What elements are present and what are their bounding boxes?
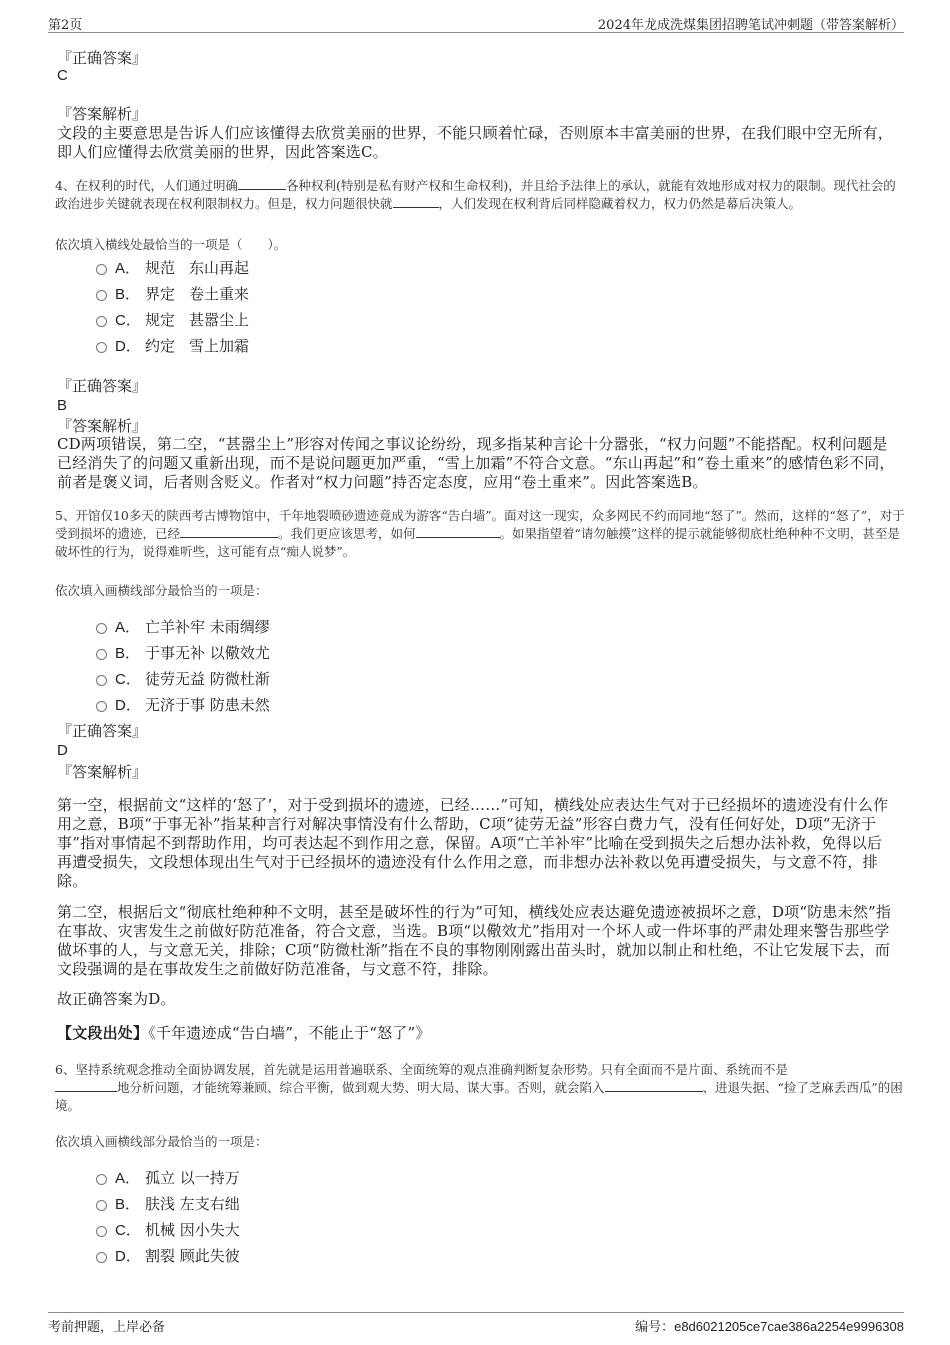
q6-option-c[interactable]: C． 机械 因小失大 (96, 1220, 240, 1242)
q6-option-d[interactable]: D． 割裂 顾此失彼 (96, 1246, 240, 1268)
q4-option-c[interactable]: C． 规定 甚嚣尘上 (96, 310, 249, 332)
radio-icon[interactable] (96, 649, 107, 660)
radio-icon[interactable] (96, 316, 107, 327)
blank (238, 177, 286, 190)
q6-option-b[interactable]: B． 肤浅 左支右绌 (96, 1194, 240, 1216)
radio-icon[interactable] (96, 290, 107, 301)
q5-prompt: 依次填入画横线部分最恰当的一项是： (55, 583, 268, 598)
q3-analysis: 文段的主要意思是告诉人们应该懂得去欣赏美丽的世界，不能只顾着忙碌，否则原本丰富美丽的世界，在我们眼中空无所有，即人们应懂得去欣赏美丽的世界，因此答案选C。 (57, 124, 894, 161)
radio-icon[interactable] (96, 342, 107, 353)
source-title: 《千年遗迹成“告白墙”，不能止于“怒了”》 (148, 1024, 431, 1042)
radio-icon[interactable] (96, 1200, 107, 1211)
q4-option-b[interactable]: B． 界定 卷土重来 (96, 284, 249, 306)
q4-answer: B (57, 397, 68, 414)
q4-option-a[interactable]: A． 规范 东山再起 (96, 258, 249, 280)
q3-answer-label: 『正确答案』 (57, 49, 148, 67)
page-number: 第2页 (48, 18, 83, 33)
q3-answer: C (57, 67, 68, 84)
q5-conclusion: 故正确答案为D。 (57, 990, 176, 1008)
radio-icon[interactable] (96, 701, 107, 712)
q5-answer-label: 『正确答案』 (57, 722, 148, 740)
footer-code: 编号：e8d6021205ce7cae386a2254e9996308 (635, 1319, 904, 1335)
radio-icon[interactable] (96, 675, 107, 686)
q5-analysis-label: 『答案解析』 (57, 763, 148, 781)
blank (416, 525, 500, 538)
radio-icon[interactable] (96, 1252, 107, 1263)
document-title: 2024年龙成洗煤集团招聘笔试冲刺题（带答案解析） (597, 18, 904, 33)
q6-prompt: 依次填入画横线部分最恰当的一项是： (55, 1134, 268, 1149)
q5-analysis-para2: 第二空，根据后文“彻底杜绝种种不文明，甚至是破坏性的行为”可知，横线处应表达避免遗迹被损坏之意，D项“防患未然”指在事故、灾害发生之前做好防范准备，符合文意，当选。B项“以儆效尤”指用对一个坏人或一件坏事的严肃处理来警告那些学做坏事的人，与文意无关，排除；C项“防微杜渐”指在不良的事物刚刚露出苗头时，就加以制止和杜绝，不让它发展下去，而文段强调的是在事故发生之前做好防范准备，与文意不符，排除。 (57, 903, 892, 978)
blank (605, 1079, 703, 1092)
page-footer (48, 1312, 904, 1337)
q5-stem: 5、开馆仅10多天的陕西考古博物馆中，千年地裂喷砂遗迹竟成为游客“告白墙”。面对这一现实，众多网民不约而同地“怒了”。然而，这样的“怒了”，对于受到损坏的遗迹，已经 。我们更应该思考，如何 。如果指望着“请勿触摸”这样的提示就能够彻底杜绝种种不文明，甚至是破坏性的行为，说得难听些，这可能有点“痴人说梦”。 (55, 508, 905, 559)
q4-analysis: CD两项错误，第二空，“甚嚣尘上”形容对传闻之事议论纷纷，现多指某种言论十分嚣张，“权力问题”不能搭配。权利问题是已经消失了的问题又重新出现，而不是说问题更加严重，“雪上加霜”不符合文意。“东山再起”和“卷土重来”的感情色彩不同，前者是褒义词，后者则含贬义。作者对“权力问题”持否定态度，应用“卷土重来”。因此答案选B。 (57, 435, 895, 491)
radio-icon[interactable] (96, 1174, 107, 1185)
q5-option-c[interactable]: C． 徒劳无益 防微杜渐 (96, 669, 270, 691)
radio-icon[interactable] (96, 623, 107, 634)
q5-answer: D (57, 742, 68, 759)
radio-icon[interactable] (96, 1226, 107, 1237)
source-label: 【文段出处】 (57, 1024, 149, 1042)
q6-stem: 6、坚持系统观念推动全面协调发展，首先就是运用普遍联系、全面统筹的观点准确判断复杂形势。只有全面而不是片面、系统而不是 地分析问题，才能统筹兼顾、综合平衡，做到观大势、明大局、谋大事。否则，就会陷入 、进退失据、“捡了芝麻丢西瓜”的困境。 (55, 1062, 903, 1113)
q5-option-a[interactable]: A． 亡羊补牢 未雨绸缪 (96, 617, 270, 639)
blank (180, 525, 278, 538)
q5-analysis-para1: 第一空，根据前文“这样的‘怒了’，对于受到损坏的遗迹，已经……”可知，横线处应表达生气对于已经损坏的遗迹没有什么作用之意，B项“于事无补”指某种言行对解决事情没有什么帮助，C项“徒劳无益”形容白费力气，没有任何好处，D项“无济于事”指对事情起不到帮助作用，均可表达起不到作用之意，保留。A项“亡羊补牢”比喻在受到损失之后想办法补救，免得以后再遭受损失，文段想体现出生气对于已经损坏的遗迹没有什么作用之意，而非想办法补救以免再遭受损失，与文意不符，排除。 (57, 796, 889, 890)
q5-option-d[interactable]: D． 无济于事 防患未然 (96, 695, 270, 717)
blank (393, 195, 439, 208)
radio-icon[interactable] (96, 264, 107, 275)
q5-option-b[interactable]: B． 于事无补 以儆效尤 (96, 643, 270, 665)
q4-prompt: 依次填入横线处最恰当的一项是（ ）。 (55, 237, 287, 252)
q4-analysis-label: 『答案解析』 (57, 417, 148, 435)
page-header (48, 12, 904, 33)
q4-stem: 4、在权利的时代，人们通过明确 各种权利(特别是私有财产权和生命权利)，并且给予法律上的承认，就能有效地形成对权力的限制。现代社会的政治进步关键就表现在权利限制权力。但是，权力问题很快就 ，人们发现在权利背后同样隐藏着权力，权力仍然是幕后决策人。 (55, 178, 896, 211)
q4-answer-label: 『正确答案』 (57, 377, 148, 395)
blank (55, 1079, 117, 1092)
q4-option-d[interactable]: D． 约定 雪上加霜 (96, 336, 249, 358)
q5-source (57, 1024, 897, 1043)
q6-option-a[interactable]: A． 孤立 以一持万 (96, 1168, 240, 1190)
q3-analysis-label: 『答案解析』 (57, 105, 148, 123)
footer-slogan: 考前押题，上岸必备 (48, 1320, 166, 1335)
